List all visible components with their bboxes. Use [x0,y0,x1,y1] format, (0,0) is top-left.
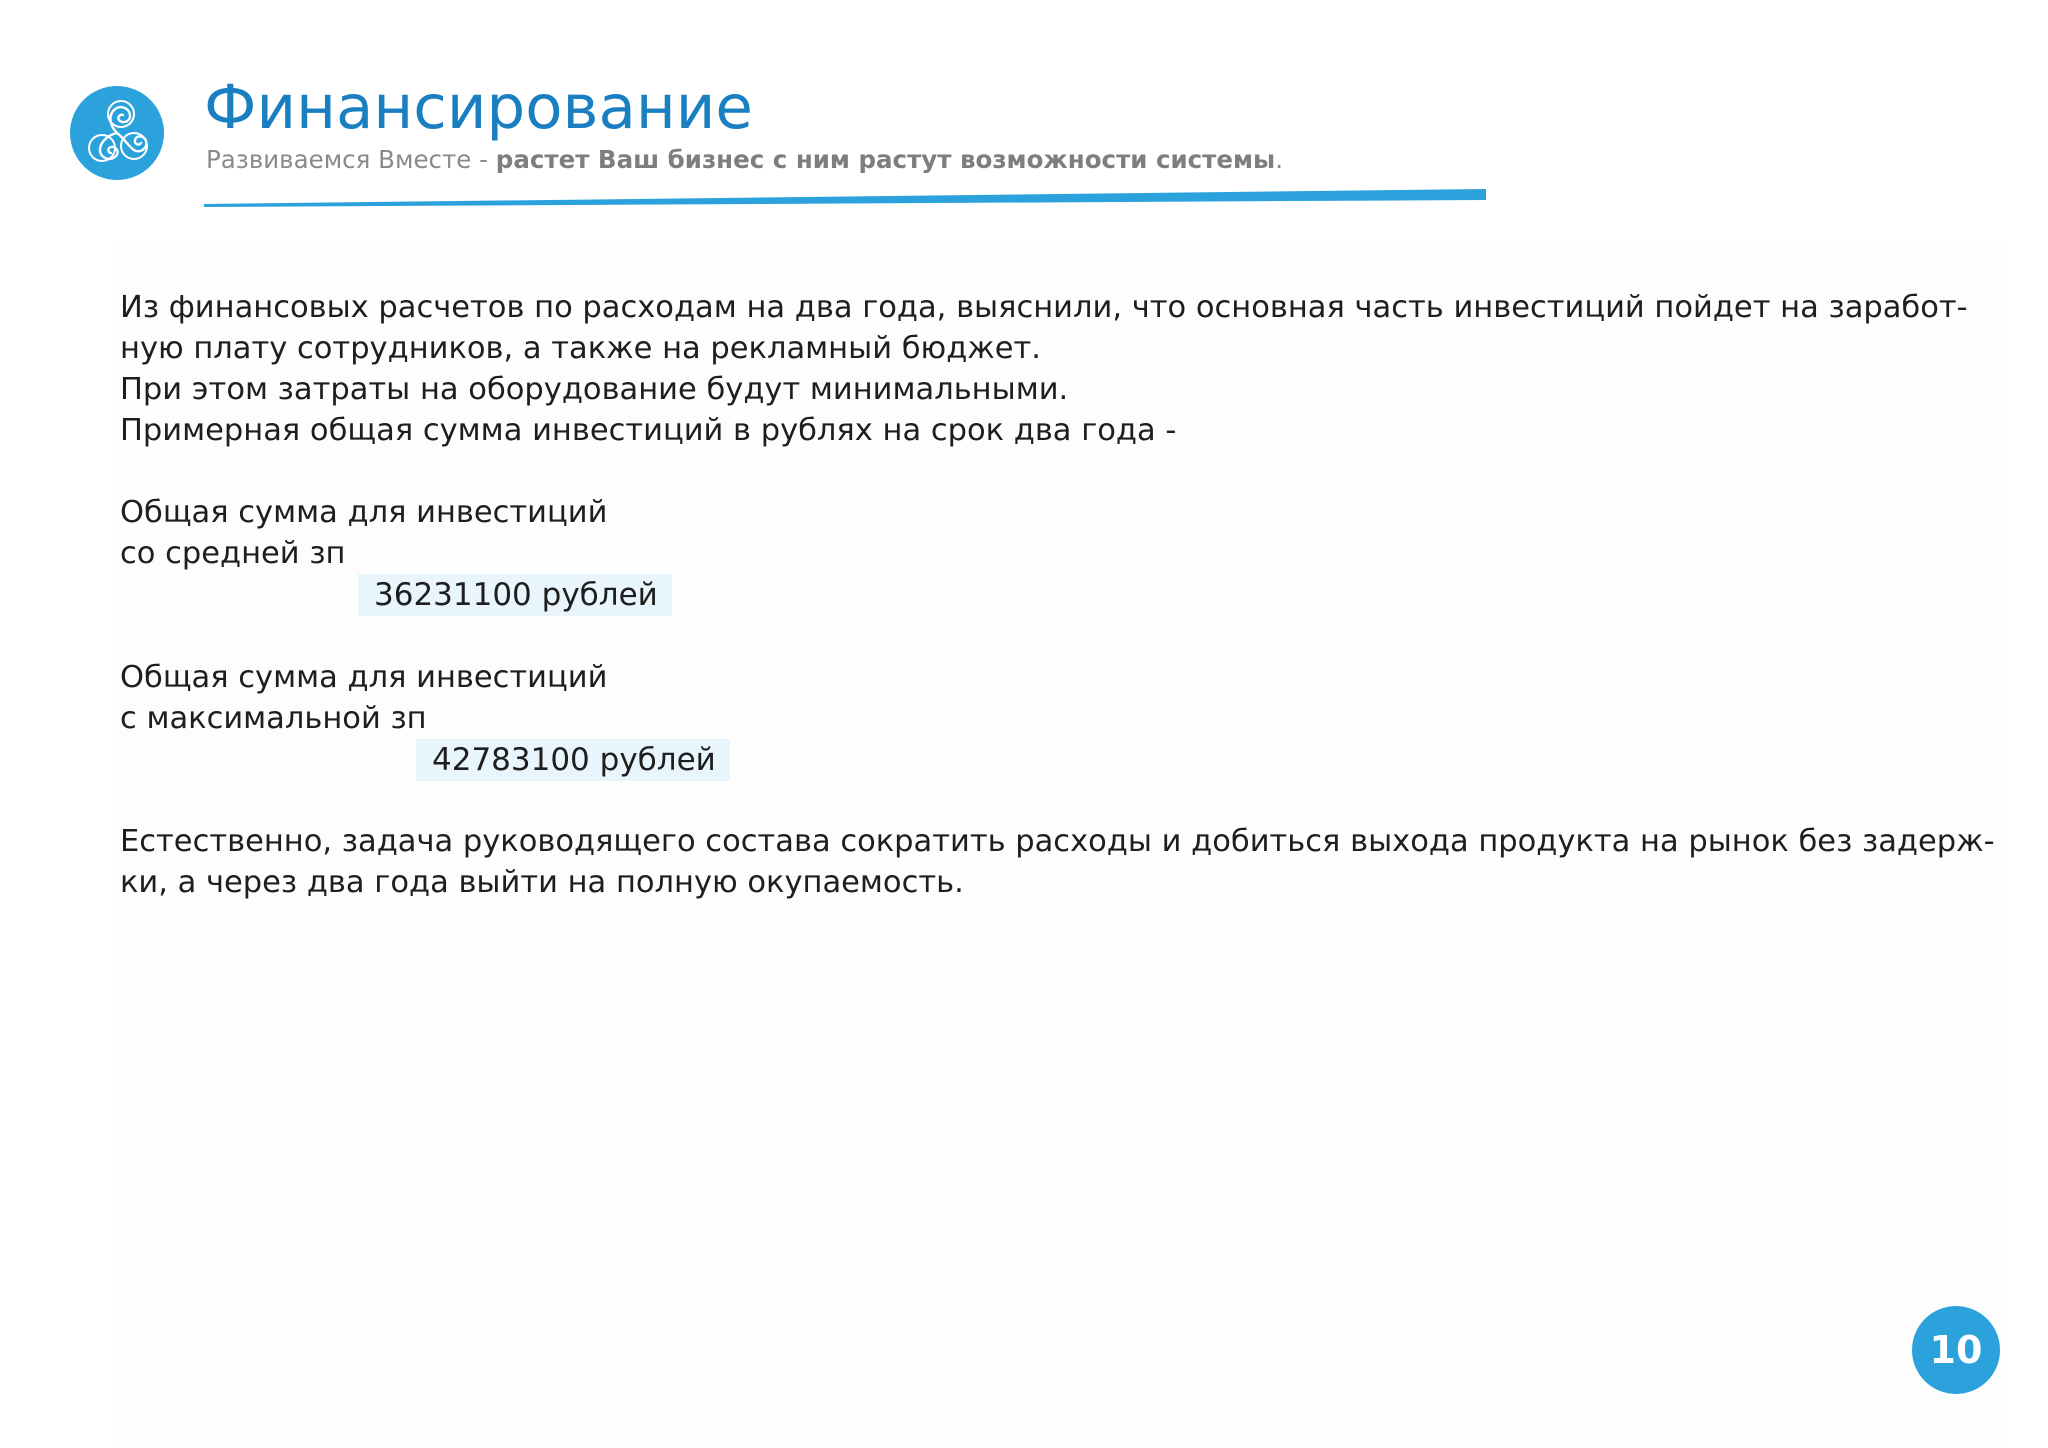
conclusion-line-2: ки, а через два года выйти на полную окупаемость. [120,865,964,900]
conclusion-line-1: Естественно, задача руководящего состава сократить расходы и добиться выхода продукта на рынок без задерж- [120,824,1995,859]
maximum-label-line-2: с максимальной зп [120,701,427,736]
header-divider [204,186,1486,208]
maximum-label-line-1: Общая сумма для инвестиций [120,660,608,695]
average-label-line-2: со средней зп [120,536,346,571]
subtitle-bold: растет Ваш бизнес с ним растут возможности системы [495,145,1276,174]
intro-line-3: При этом затраты на оборудование будут минимальными. [120,372,1069,407]
intro-line-2: ную плату сотрудников, а также на рекламный бюджет. [120,331,1041,366]
intro-line-4: Примерная общая сумма инвестиций в рублях на срок два года - [120,413,1177,448]
subtitle-end: . [1275,145,1283,174]
page-subtitle [206,142,1283,178]
page-title: Финансирование [204,72,753,143]
subtitle-lead: Развиваемся Вместе - [206,145,496,174]
intro-line-1: Из финансовых расчетов по расходам на два года, выяснили, что основная часть инвестиций пойдет на заработ- [120,290,1968,325]
average-label-line-1: Общая сумма для инвестиций [120,495,608,530]
triskelion-spiral-logo-icon [70,86,164,180]
page-number-badge: 10 [1912,1306,2000,1394]
average-amount: 36231100 рублей [358,574,672,616]
maximum-amount: 42783100 рублей [416,739,730,781]
